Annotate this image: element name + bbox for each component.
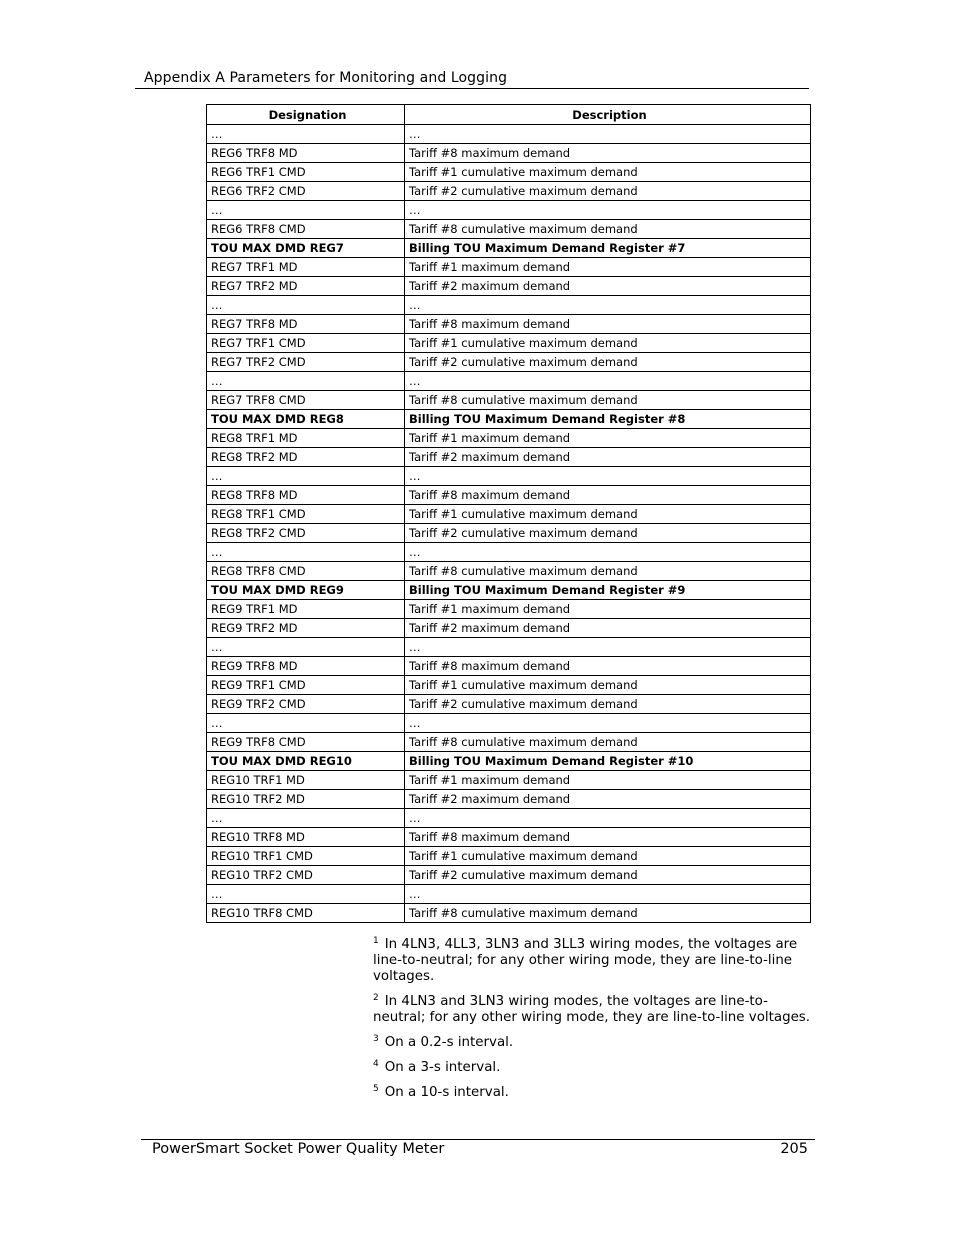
description-cell: Tariff #2 maximum demand [405,790,811,809]
footnote-mark: 1 [373,936,379,946]
designation-cell: … [207,714,405,733]
description-cell: Tariff #1 maximum demand [405,771,811,790]
description-cell: Tariff #1 cumulative maximum demand [405,334,811,353]
description-cell: … [405,809,811,828]
description-cell: Tariff #8 maximum demand [405,144,811,163]
section-header-row [207,239,811,258]
description-cell: Tariff #8 cumulative maximum demand [405,904,811,923]
designation-cell: REG7 TRF2 MD [207,277,405,296]
header-divider [135,88,809,89]
section-header-row [207,581,811,600]
designation-cell: REG7 TRF2 CMD [207,353,405,372]
table-row [207,543,811,562]
description-cell: Tariff #2 cumulative maximum demand [405,182,811,201]
designation-cell: REG6 TRF2 CMD [207,182,405,201]
footnote-mark: 3 [373,1034,379,1044]
description-cell: Tariff #2 maximum demand [405,448,811,467]
designation-cell: TOU MAX DMD REG7 [207,239,405,258]
description-cell: Tariff #1 maximum demand [405,429,811,448]
description-cell: Tariff #1 cumulative maximum demand [405,676,811,695]
designation-cell: REG7 TRF8 MD [207,315,405,334]
footnote [373,990,813,1026]
designation-cell: REG8 TRF2 CMD [207,524,405,543]
footnote-text: On a 0.2-s interval. [384,1035,514,1050]
description-cell: Tariff #8 maximum demand [405,315,811,334]
table-row [207,885,811,904]
page-header: Appendix A Parameters for Monitoring and Logging [144,70,508,86]
description-cell: Tariff #8 cumulative maximum demand [405,562,811,581]
table-row [207,733,811,752]
designation-cell: REG9 TRF2 CMD [207,695,405,714]
table-row [207,163,811,182]
parameters-table [206,104,811,923]
description-cell: … [405,467,811,486]
column-header-designation: Designation [207,105,405,125]
description-cell: Tariff #2 maximum demand [405,619,811,638]
table-row [207,866,811,885]
description-cell: Tariff #1 cumulative maximum demand [405,847,811,866]
designation-cell: … [207,885,405,904]
table-row [207,277,811,296]
table-row [207,201,811,220]
footnote [373,1031,813,1051]
description-cell: Tariff #8 cumulative maximum demand [405,220,811,239]
designation-cell: REG10 TRF1 CMD [207,847,405,866]
table-row [207,771,811,790]
description-cell: … [405,714,811,733]
description-cell: … [405,543,811,562]
table-row [207,220,811,239]
footnote-mark: 4 [373,1059,379,1069]
designation-cell: … [207,296,405,315]
footnotes [373,933,813,1106]
table-row [207,296,811,315]
designation-cell: REG7 TRF1 MD [207,258,405,277]
section-header-row [207,752,811,771]
table-row [207,676,811,695]
description-cell: Tariff #1 cumulative maximum demand [405,163,811,182]
designation-cell: REG8 TRF8 CMD [207,562,405,581]
footnote [373,1081,813,1101]
page-number: 205 [780,1141,808,1157]
designation-cell: REG8 TRF1 CMD [207,505,405,524]
column-header-description: Description [405,105,811,125]
description-cell: … [405,125,811,144]
footnote-text: On a 10-s interval. [384,1085,509,1100]
description-cell: Tariff #8 cumulative maximum demand [405,733,811,752]
table-row [207,505,811,524]
description-cell: … [405,638,811,657]
description-cell: Tariff #8 maximum demand [405,657,811,676]
table-row [207,391,811,410]
designation-cell: REG6 TRF8 CMD [207,220,405,239]
table-row [207,125,811,144]
description-cell: Tariff #2 cumulative maximum demand [405,524,811,543]
designation-cell: REG9 TRF1 MD [207,600,405,619]
footnote-text: On a 3-s interval. [384,1060,501,1075]
designation-cell: REG10 TRF2 CMD [207,866,405,885]
designation-cell: REG9 TRF1 CMD [207,676,405,695]
table-row [207,657,811,676]
footnote-text: In 4LN3 and 3LN3 wiring modes, the voltages are line-to-neutral; for any other wiring mode, they are line-to-line voltages. [373,994,811,1025]
description-cell: Billing TOU Maximum Demand Register #10 [405,752,811,771]
description-cell: … [405,885,811,904]
description-cell: Billing TOU Maximum Demand Register #9 [405,581,811,600]
table-row [207,695,811,714]
table-row [207,372,811,391]
table-row [207,847,811,866]
description-cell: Tariff #1 maximum demand [405,600,811,619]
designation-cell: REG9 TRF8 MD [207,657,405,676]
table-row [207,790,811,809]
designation-cell: REG9 TRF8 CMD [207,733,405,752]
designation-cell: REG7 TRF8 CMD [207,391,405,410]
description-cell: Billing TOU Maximum Demand Register #7 [405,239,811,258]
table-row [207,638,811,657]
table-row [207,334,811,353]
designation-cell: REG8 TRF1 MD [207,429,405,448]
table-row [207,714,811,733]
designation-cell: TOU MAX DMD REG8 [207,410,405,429]
description-cell: Tariff #1 maximum demand [405,258,811,277]
designation-cell: REG8 TRF8 MD [207,486,405,505]
footer-divider [141,1139,815,1140]
footnote [373,933,813,985]
designation-cell: … [207,638,405,657]
description-cell: Tariff #8 cumulative maximum demand [405,391,811,410]
designation-cell: TOU MAX DMD REG10 [207,752,405,771]
designation-cell: REG10 TRF8 CMD [207,904,405,923]
designation-cell: REG10 TRF2 MD [207,790,405,809]
table-row [207,619,811,638]
designation-cell: REG6 TRF8 MD [207,144,405,163]
table-row [207,182,811,201]
description-cell: Tariff #8 maximum demand [405,486,811,505]
description-cell: Tariff #2 cumulative maximum demand [405,353,811,372]
description-cell: … [405,201,811,220]
designation-cell: REG8 TRF2 MD [207,448,405,467]
table-header-row [207,105,811,125]
footnote-mark: 2 [373,993,379,1003]
table-row [207,429,811,448]
table-row [207,600,811,619]
designation-cell: … [207,372,405,391]
designation-cell: … [207,543,405,562]
designation-cell: … [207,467,405,486]
designation-cell: REG6 TRF1 CMD [207,163,405,182]
footnote [373,1056,813,1076]
designation-cell: … [207,125,405,144]
description-cell: Tariff #2 maximum demand [405,277,811,296]
section-header-row [207,410,811,429]
designation-cell: REG10 TRF8 MD [207,828,405,847]
designation-cell: REG7 TRF1 CMD [207,334,405,353]
designation-cell: … [207,201,405,220]
designation-cell: REG9 TRF2 MD [207,619,405,638]
designation-cell: … [207,809,405,828]
description-cell: Tariff #2 cumulative maximum demand [405,695,811,714]
table-row [207,828,811,847]
table-row [207,353,811,372]
description-cell: Billing TOU Maximum Demand Register #8 [405,410,811,429]
table-row [207,524,811,543]
table-row [207,258,811,277]
footer-title: PowerSmart Socket Power Quality Meter [152,1141,445,1157]
designation-cell: REG10 TRF1 MD [207,771,405,790]
table-row [207,144,811,163]
footnote-text: In 4LN3, 4LL3, 3LN3 and 3LL3 wiring modes, the voltages are line-to-neutral; for any other wiring mode, they are line-to-line voltages. [373,937,798,984]
table-row [207,448,811,467]
table-row [207,904,811,923]
description-cell: Tariff #8 maximum demand [405,828,811,847]
table-row [207,486,811,505]
description-cell: Tariff #1 cumulative maximum demand [405,505,811,524]
table-row [207,809,811,828]
description-cell: Tariff #2 cumulative maximum demand [405,866,811,885]
table-row [207,467,811,486]
table-body [207,125,811,923]
footnote-mark: 5 [373,1084,379,1094]
description-cell: … [405,372,811,391]
designation-cell: TOU MAX DMD REG9 [207,581,405,600]
description-cell: … [405,296,811,315]
table-row [207,315,811,334]
table-row [207,562,811,581]
